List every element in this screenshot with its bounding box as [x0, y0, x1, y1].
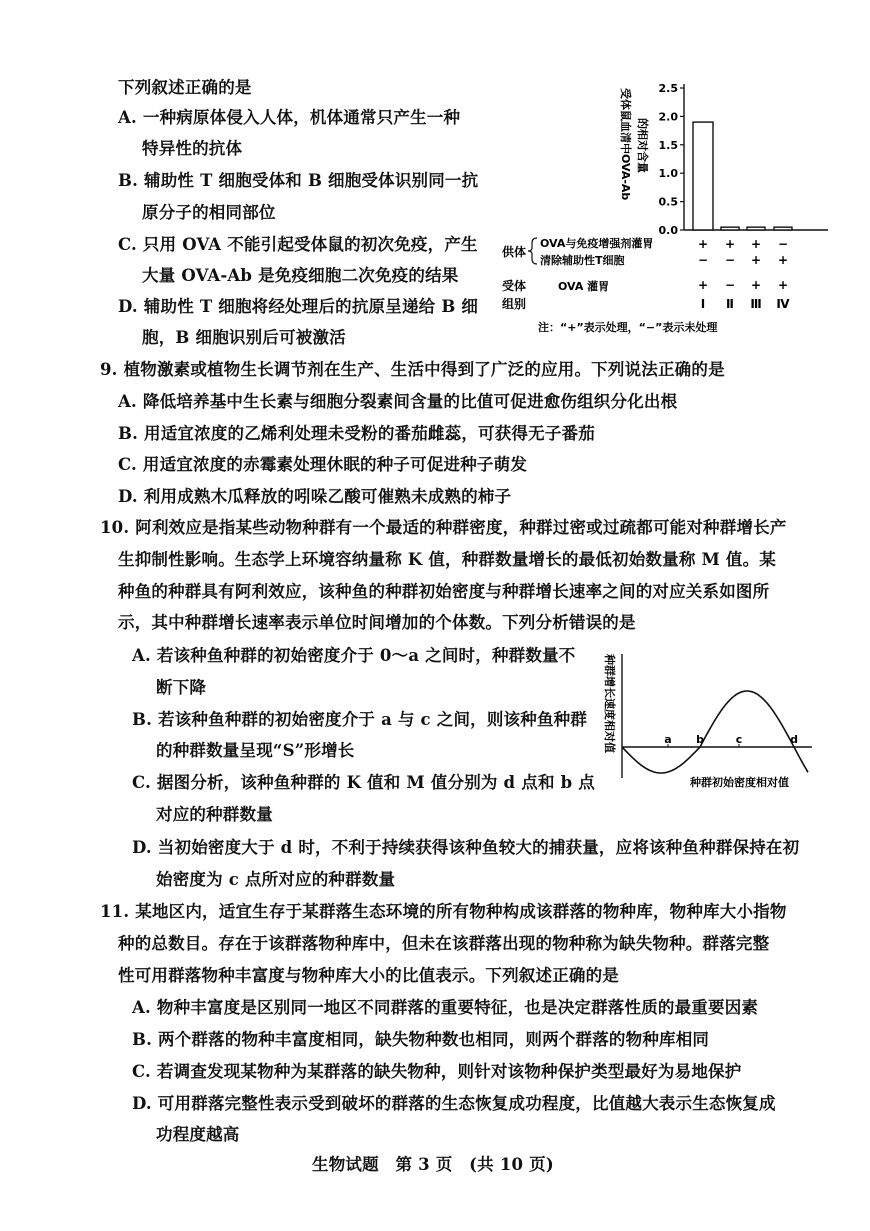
group-numeral: Ⅳ: [776, 297, 790, 311]
recipient-label: 受体: [502, 279, 527, 293]
group-numeral: Ⅰ: [700, 297, 706, 311]
ytick-label: 2.5: [658, 82, 678, 95]
ytick-label: 1.0: [658, 167, 678, 181]
q10-option-d-cont: 始密度为 c 点所对应的种群数量: [156, 870, 396, 889]
bar-chart-note: 注：“+”表示处理，“−”表示未处理: [538, 321, 718, 334]
bar-chart-bars: [693, 122, 792, 230]
q8-option-d: D. 辅助性 T 细胞将经处理后的抗原呈递给 B 细: [118, 297, 479, 316]
q11-option-d: D. 可用群落完整性表示受到破坏的群落的生态恢复成功程度，比值越大表示生态恢复成: [132, 1094, 776, 1113]
group-label: 组别: [502, 297, 527, 311]
q11-stem-1: 11. 某地区内，适宜生存于某群落生态环境的所有物种构成该群落的物种库，物种库大小指物: [100, 902, 787, 921]
bar-group-4: [774, 227, 792, 230]
q10-stem-3: 种鱼的种群具有阿利效应，该种鱼的种群初始密度与种群增长速率之间的对应关系如图所: [118, 582, 770, 601]
bar-group-3: [747, 227, 765, 230]
treatment-mark: +: [750, 237, 762, 251]
ova-ab-bar-chart: [490, 70, 835, 340]
q8-stem: 下列叙述正确的是: [118, 78, 252, 97]
q9-option-c: C. 用适宜浓度的赤霉素处理休眠的种子可促进种子萌发: [118, 455, 528, 474]
donor-label: 供体: [502, 245, 527, 259]
donor-row-1: OVA与免疫增强剂灌胃: [540, 237, 654, 250]
q8-option-a: A. 一种病原体侵入人体，机体通常只产生一种: [118, 108, 461, 127]
q11-option-b: B. 两个群落的物种丰富度相同，缺失物种数也相同，则两个群落的物种库相同: [132, 1030, 710, 1049]
q10-option-c-cont: 对应的种群数量: [156, 805, 273, 824]
ytick-label: 2.0: [658, 110, 678, 124]
q8-option-d-cont: 胞，B 细胞识别后可被激活: [142, 328, 346, 347]
treatment-marks: [698, 237, 790, 311]
bar-chart-ylabel-1: 受体鼠血清中OVA-Ab: [619, 88, 632, 201]
curve-point-d: d: [790, 733, 798, 746]
treatment-mark: +: [750, 278, 762, 292]
q8-option-b-cont: 原分子的相同部位: [142, 203, 276, 222]
q11-stem-3: 性可用群落物种丰富度与物种库大小的比值表示。下列叙述正确的是: [118, 966, 619, 985]
treatment-mark: −: [724, 253, 736, 267]
curve-point-b: b: [696, 733, 704, 746]
q10-option-b-cont: 的种群数量呈现“S”形增长: [156, 741, 355, 760]
q11-option-a: A. 物种丰富度是区别同一地区不同群落的重要特征，也是决定群落性质的最重要因素: [132, 998, 759, 1017]
page-footer: 生物试题 第 3 页 (共 10 页): [312, 1155, 554, 1174]
donor-brace-icon: [528, 238, 537, 264]
curve-xlabel: 种群初始密度相对值: [690, 776, 789, 789]
growth-rate-curve: [622, 691, 808, 773]
curve-point-c: c: [735, 733, 743, 746]
donor-row-2: 清除辅助性T细胞: [540, 254, 625, 267]
q8-option-c-cont: 大量 OVA-Ab 是免疫细胞二次免疫的结果: [142, 266, 459, 285]
bar-chart-yticks: [659, 82, 685, 237]
treatment-mark: +: [724, 237, 736, 251]
bar-group-1: [693, 122, 713, 230]
q8-option-c: C. 只用 OVA 不能引起受体鼠的初次免疫，产生: [118, 235, 478, 254]
q9-option-b: B. 用适宜浓度的乙烯利处理未受粉的番茄雌蕊，可获得无子番茄: [118, 424, 595, 443]
allee-effect-curve-chart: [598, 646, 824, 796]
recipient-row: OVA 灌胃: [558, 280, 610, 293]
ytick-label: 0.0: [658, 224, 678, 237]
ytick-label: 1.5: [658, 138, 678, 152]
ytick-label: 0.5: [658, 195, 678, 209]
q10-stem-2: 生抑制性影响。生态学上环境容纳量称 K 值，种群数量增长的最低初始数量称 M 值。某: [118, 550, 776, 569]
group-numeral: Ⅲ: [750, 297, 762, 311]
q11-stem-2: 种的总数目。存在于该群落物种库中，但未在该群落出现的物种称为缺失物种。群落完整: [118, 934, 770, 953]
treatment-mark: −: [724, 278, 736, 292]
bar-chart-ylabel-2: 的相对含量: [636, 118, 649, 173]
treatment-mark: +: [697, 237, 709, 251]
q9-stem: 9. 植物激素或植物生长调节剂在生产、生活中得到了广泛的应用。下列说法正确的是: [100, 360, 725, 379]
treatment-mark: −: [777, 237, 789, 251]
q11-option-d-cont: 功程度越高: [156, 1125, 240, 1144]
q10-option-a-cont: 断下降: [156, 678, 207, 697]
group-numeral: Ⅱ: [726, 297, 734, 311]
treatment-mark: +: [777, 253, 789, 267]
q9-option-d: D. 利用成熟木瓜释放的吲哚乙酸可催熟未成熟的柿子: [118, 487, 512, 506]
curve-ylabel: 种群增长速度相对值: [603, 654, 616, 753]
treatment-mark: +: [750, 253, 762, 267]
q10-option-c: C. 据图分析，该种鱼种群的 K 值和 M 值分别为 d 点和 b 点: [132, 773, 595, 792]
q9-option-a: A. 降低培养基中生长素与细胞分裂素间含量的比值可促进愈伤组织分化出根: [118, 392, 678, 411]
q11-option-c: C. 若调查发现某物种为某群落的缺失物种，则针对该物种保护类型最好为易地保护: [132, 1062, 742, 1081]
q10-option-d: D. 当初始密度大于 d 时，不利于持续获得该种鱼较大的捕获量，应将该种鱼种群保持在初: [132, 838, 800, 857]
q10-stem-4: 示，其中种群增长速率表示单位时间增加的个体数。下列分析错误的是: [118, 613, 636, 632]
curve-point-a: a: [664, 733, 672, 746]
treatment-mark: −: [697, 253, 709, 267]
q8-option-a-cont: 特异性的抗体: [142, 139, 243, 158]
q10-option-b: B. 若该种鱼种群的初始密度介于 a 与 c 之间，则该种鱼种群: [132, 710, 588, 729]
curve-point-labels: [664, 733, 798, 747]
q8-option-b: B. 辅助性 T 细胞受体和 B 细胞受体识别同一抗: [118, 171, 479, 190]
q10-stem-1: 10. 阿利效应是指某些动物种群有一个最适的种群密度，种群过密或过疏都可能对种群增长产: [100, 518, 787, 537]
treatment-mark: +: [777, 278, 789, 292]
q10-option-a: A. 若该种鱼种群的初始密度介于 0～a 之间时，种群数量不: [132, 646, 576, 665]
bar-group-2: [721, 227, 739, 230]
treatment-mark: +: [697, 278, 709, 292]
